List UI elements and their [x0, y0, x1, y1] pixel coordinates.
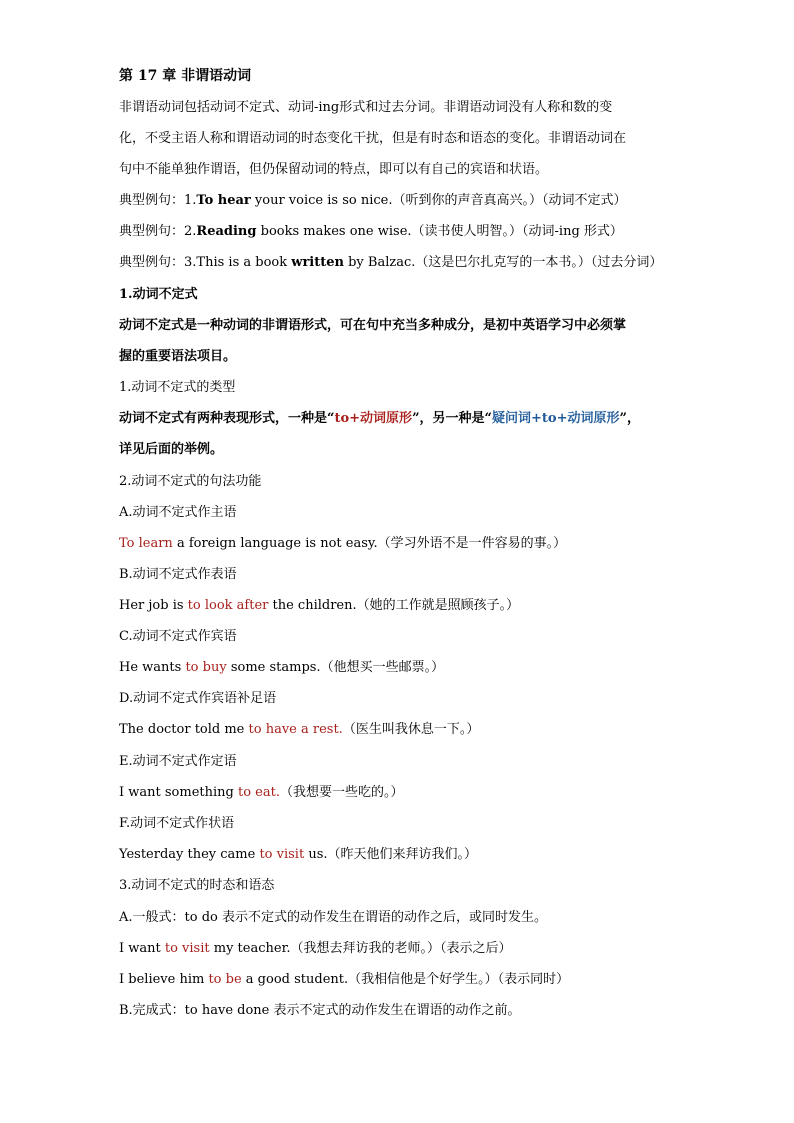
example-prefix: 典型例句：1.	[119, 193, 197, 208]
example-text: some stamps.（他想买一些邮票。）	[226, 660, 445, 675]
infinitive-highlight: to buy	[185, 660, 227, 675]
example-sentence-1	[119, 191, 626, 211]
function-example-e	[119, 783, 403, 803]
types-text: ”，	[619, 411, 640, 426]
section-desc-line-1: 动词不定式是一种动词的非谓语形式，可在句中充当多种成分，是初中英语学习中必须掌	[119, 318, 627, 333]
example-text: （医生叫我休息一下。）	[342, 722, 480, 737]
infinitive-highlight: to be	[208, 972, 242, 987]
example-rest: books makes one wise.（读书使人明智。）（动词-ing 形式）	[256, 224, 623, 239]
function-label-b: B.动词不定式作表语	[119, 567, 237, 582]
infinitive-highlight: To learn	[119, 536, 173, 551]
infinitive-highlight: to have a rest.	[248, 722, 343, 737]
example-text: I believe him	[119, 972, 209, 987]
example-text: a good student.（我相信他是个好学生。）（表示同时）	[241, 972, 570, 987]
example-keyword: written	[291, 255, 344, 270]
example-prefix: 典型例句：3.This is a book	[119, 255, 292, 270]
example-keyword: Reading	[196, 224, 257, 239]
example-sentence-3	[119, 253, 662, 273]
example-text: Yesterday they came	[119, 847, 260, 862]
example-text: my teacher.（我想去拜访我的老师。）（表示之后）	[209, 941, 512, 956]
example-text: us.（昨天他们来拜访我们。）	[304, 847, 478, 862]
example-text: a foreign language is not easy.（学习外语不是一件容易的事。）	[172, 536, 567, 551]
section-heading-infinitive: 1.动词不定式	[119, 287, 198, 302]
tense-perfect-label: B.完成式：to have done 表示不定式的动作发生在谓语的动作之前。	[119, 1003, 521, 1018]
infinitive-highlight: to look after	[187, 598, 269, 613]
intro-line-3: 句中不能单独作谓语，但仍保留动词的特点，即可以有自己的宾语和状语。	[119, 162, 549, 177]
infinitive-highlight: to eat.	[237, 785, 280, 800]
form-question-word-to-verb: 疑问词+to+动词原形	[492, 411, 620, 426]
types-line-2: 详见后面的举例。	[119, 442, 224, 457]
example-rest: your voice is so nice.（听到你的声音真高兴。）（动词不定式）	[250, 193, 627, 208]
types-text: ”，另一种是“	[412, 411, 493, 426]
example-text: the children.（她的工作就是照顾孩子。）	[268, 598, 520, 613]
function-label-f: F.动词不定式作状语	[119, 816, 235, 831]
intro-line-2: 化，不受主语人称和谓语动词的时态变化干扰，但是有时态和语态的变化。非谓语动词在	[119, 131, 627, 146]
types-text: 动词不定式有两种表现形式，一种是“	[119, 411, 335, 426]
example-sentence-2	[119, 222, 623, 242]
function-label-e: E.动词不定式作定语	[119, 754, 237, 769]
function-example-c	[119, 658, 444, 678]
example-text: Her job is	[119, 598, 188, 613]
function-example-b	[119, 596, 519, 616]
function-label-d: D.动词不定式作宾语补足语	[119, 691, 277, 706]
example-text: He wants	[119, 660, 186, 675]
example-text: I want	[119, 941, 165, 956]
functions-heading: 2.动词不定式的句法功能	[119, 474, 262, 489]
types-heading: 1.动词不定式的类型	[119, 380, 236, 395]
example-prefix: 典型例句：2.	[119, 224, 197, 239]
example-rest: by Balzac.（这是巴尔扎克写的一本书。）（过去分词）	[343, 255, 663, 270]
example-text: I want something	[119, 785, 238, 800]
example-text: （我想要一些吃的。）	[279, 785, 404, 800]
tense-example-2	[119, 970, 569, 990]
intro-line-1: 非谓语动词包括动词不定式、动词-ing形式和过去分词。非谓语动词没有人称和数的变	[119, 100, 613, 115]
types-line-1	[119, 409, 640, 429]
function-example-f	[119, 845, 477, 865]
form-to-verb: to+动词原形	[334, 411, 413, 426]
section-desc-line-2: 握的重要语法项目。	[119, 349, 237, 364]
example-text: The doctor told me	[119, 722, 249, 737]
example-keyword: To hear	[196, 193, 251, 208]
infinitive-highlight: to visit	[259, 847, 305, 862]
tense-heading: 3.动词不定式的时态和语态	[119, 878, 275, 893]
tense-simple-label: A.一般式：to do 表示不定式的动作发生在谓语的动作之后，或同时发生。	[119, 910, 547, 925]
function-example-d	[119, 720, 479, 740]
infinitive-highlight: to visit	[164, 941, 210, 956]
chapter-title: 第 17 章 非谓语动词	[119, 68, 252, 84]
function-label-c: C.动词不定式作宾语	[119, 629, 237, 644]
function-label-a: A.动词不定式作主语	[119, 505, 237, 520]
function-example-a	[119, 534, 566, 554]
tense-example-1	[119, 939, 512, 959]
